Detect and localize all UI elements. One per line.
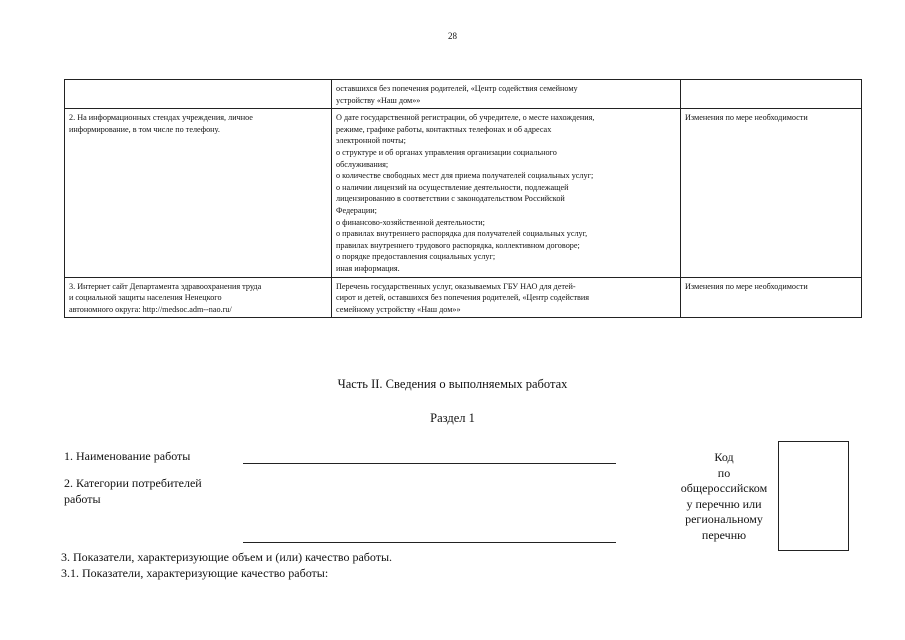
content-cell-line: О дате государственной регистрации, об учредителе, о месте нахождения,: [336, 113, 595, 123]
content-cell-line: о наличии лицензий на осуществление деятельности, подлежащей: [336, 182, 569, 192]
method-cell-line: информирование, в том числе по телефону.: [69, 124, 220, 134]
code-label-line: Код: [714, 450, 734, 464]
content-cell-line: сирот и детей, оставшихся без попечения родителей, «Центр содействия: [336, 293, 590, 303]
content-cell-line: правилах внутреннего трудового распорядка, коллективном договоре;: [336, 240, 580, 250]
content-cell-line: иная информация.: [336, 263, 400, 273]
content-cell-line: режиме, графике работы, контактных телефонах и об адресах: [336, 124, 552, 134]
content-cell-line: о финансово-хозяйственной деятельности;: [336, 217, 485, 227]
method-cell: [65, 80, 332, 109]
frequency-cell-text: Изменения по мере необходимости: [685, 113, 808, 123]
method-cell: [65, 277, 332, 318]
quality-label: 3.1. Показатели, характеризующие качество работы:: [61, 566, 329, 580]
work-name-label: 1. Наименование работы: [64, 449, 191, 463]
content-cell-line: электронной почты;: [336, 136, 406, 146]
table-row: [65, 80, 862, 109]
content-cell: [332, 109, 681, 277]
consumers-label-line2: работы: [64, 492, 101, 506]
information-table: [64, 79, 862, 318]
code-label-line: перечню: [701, 527, 747, 542]
content-cell-line: о количестве свободных мест для приема получателей социальных услуг;: [336, 171, 594, 181]
method-cell-line: автономного округа: http://medsoc.adm--nao.ru/: [69, 304, 232, 314]
code-label-line: общероссийском: [680, 481, 768, 495]
section-title: Раздел 1: [430, 411, 475, 425]
content-cell-line: о порядке предоставления социальных услуг;: [336, 252, 496, 262]
content-cell: [332, 80, 681, 109]
indicators-label: 3. Показатели, характеризующие объем и (или) качество работы.: [61, 550, 393, 564]
content-cell-line: Перечень государственных услуг, оказываемых ГБУ НАО для детей-: [336, 281, 576, 291]
content-cell-line: устройству «Наш дом»»: [336, 95, 421, 105]
content-cell-line: Федерации;: [336, 205, 377, 215]
code-label-line: региональному: [685, 512, 763, 526]
method-cell-line: 2. На информационных стендах учреждения, личное: [69, 113, 253, 123]
page-number: 28: [448, 31, 457, 41]
code-label: [668, 450, 780, 543]
consumers-line: [243, 542, 616, 543]
part-title: Часть II. Сведения о выполняемых работах: [337, 377, 568, 391]
frequency-cell: [681, 109, 862, 277]
content-cell-line: оставшихся без попечения родителей, «Центр содействия семейному: [336, 84, 578, 93]
table-row: [65, 109, 862, 277]
content-cell-line: о правилах внутреннего распорядка для получателей социальных услуг,: [336, 229, 588, 239]
content-cell-line: семейному устройству «Наш дом»»: [336, 304, 461, 314]
code-box: [778, 441, 849, 551]
content-cell: [332, 277, 681, 318]
information-table-body: [65, 80, 862, 318]
consumers-label-line1: 2. Категории потребителей: [64, 476, 202, 490]
content-cell-line: лицензированию в соответствии с законодательством Российской: [336, 194, 565, 204]
method-cell-line: 3. Интернет сайт Департамента здравоохранения труда: [69, 281, 262, 291]
table-row: [65, 277, 862, 318]
method-cell-line: и социальной защиты населения Ненецкого: [69, 293, 222, 303]
code-label-line: по: [717, 465, 731, 480]
code-label-line: у перечню или: [686, 496, 762, 511]
frequency-cell-text: Изменения по мере необходимости: [685, 281, 808, 291]
content-cell-line: обслуживания;: [336, 159, 389, 169]
content-cell-line: о структуре и об органах управления организации социального: [336, 147, 557, 157]
frequency-cell: [681, 277, 862, 318]
method-cell: [65, 109, 332, 277]
frequency-cell: [681, 80, 862, 109]
work-name-line: [243, 463, 616, 464]
